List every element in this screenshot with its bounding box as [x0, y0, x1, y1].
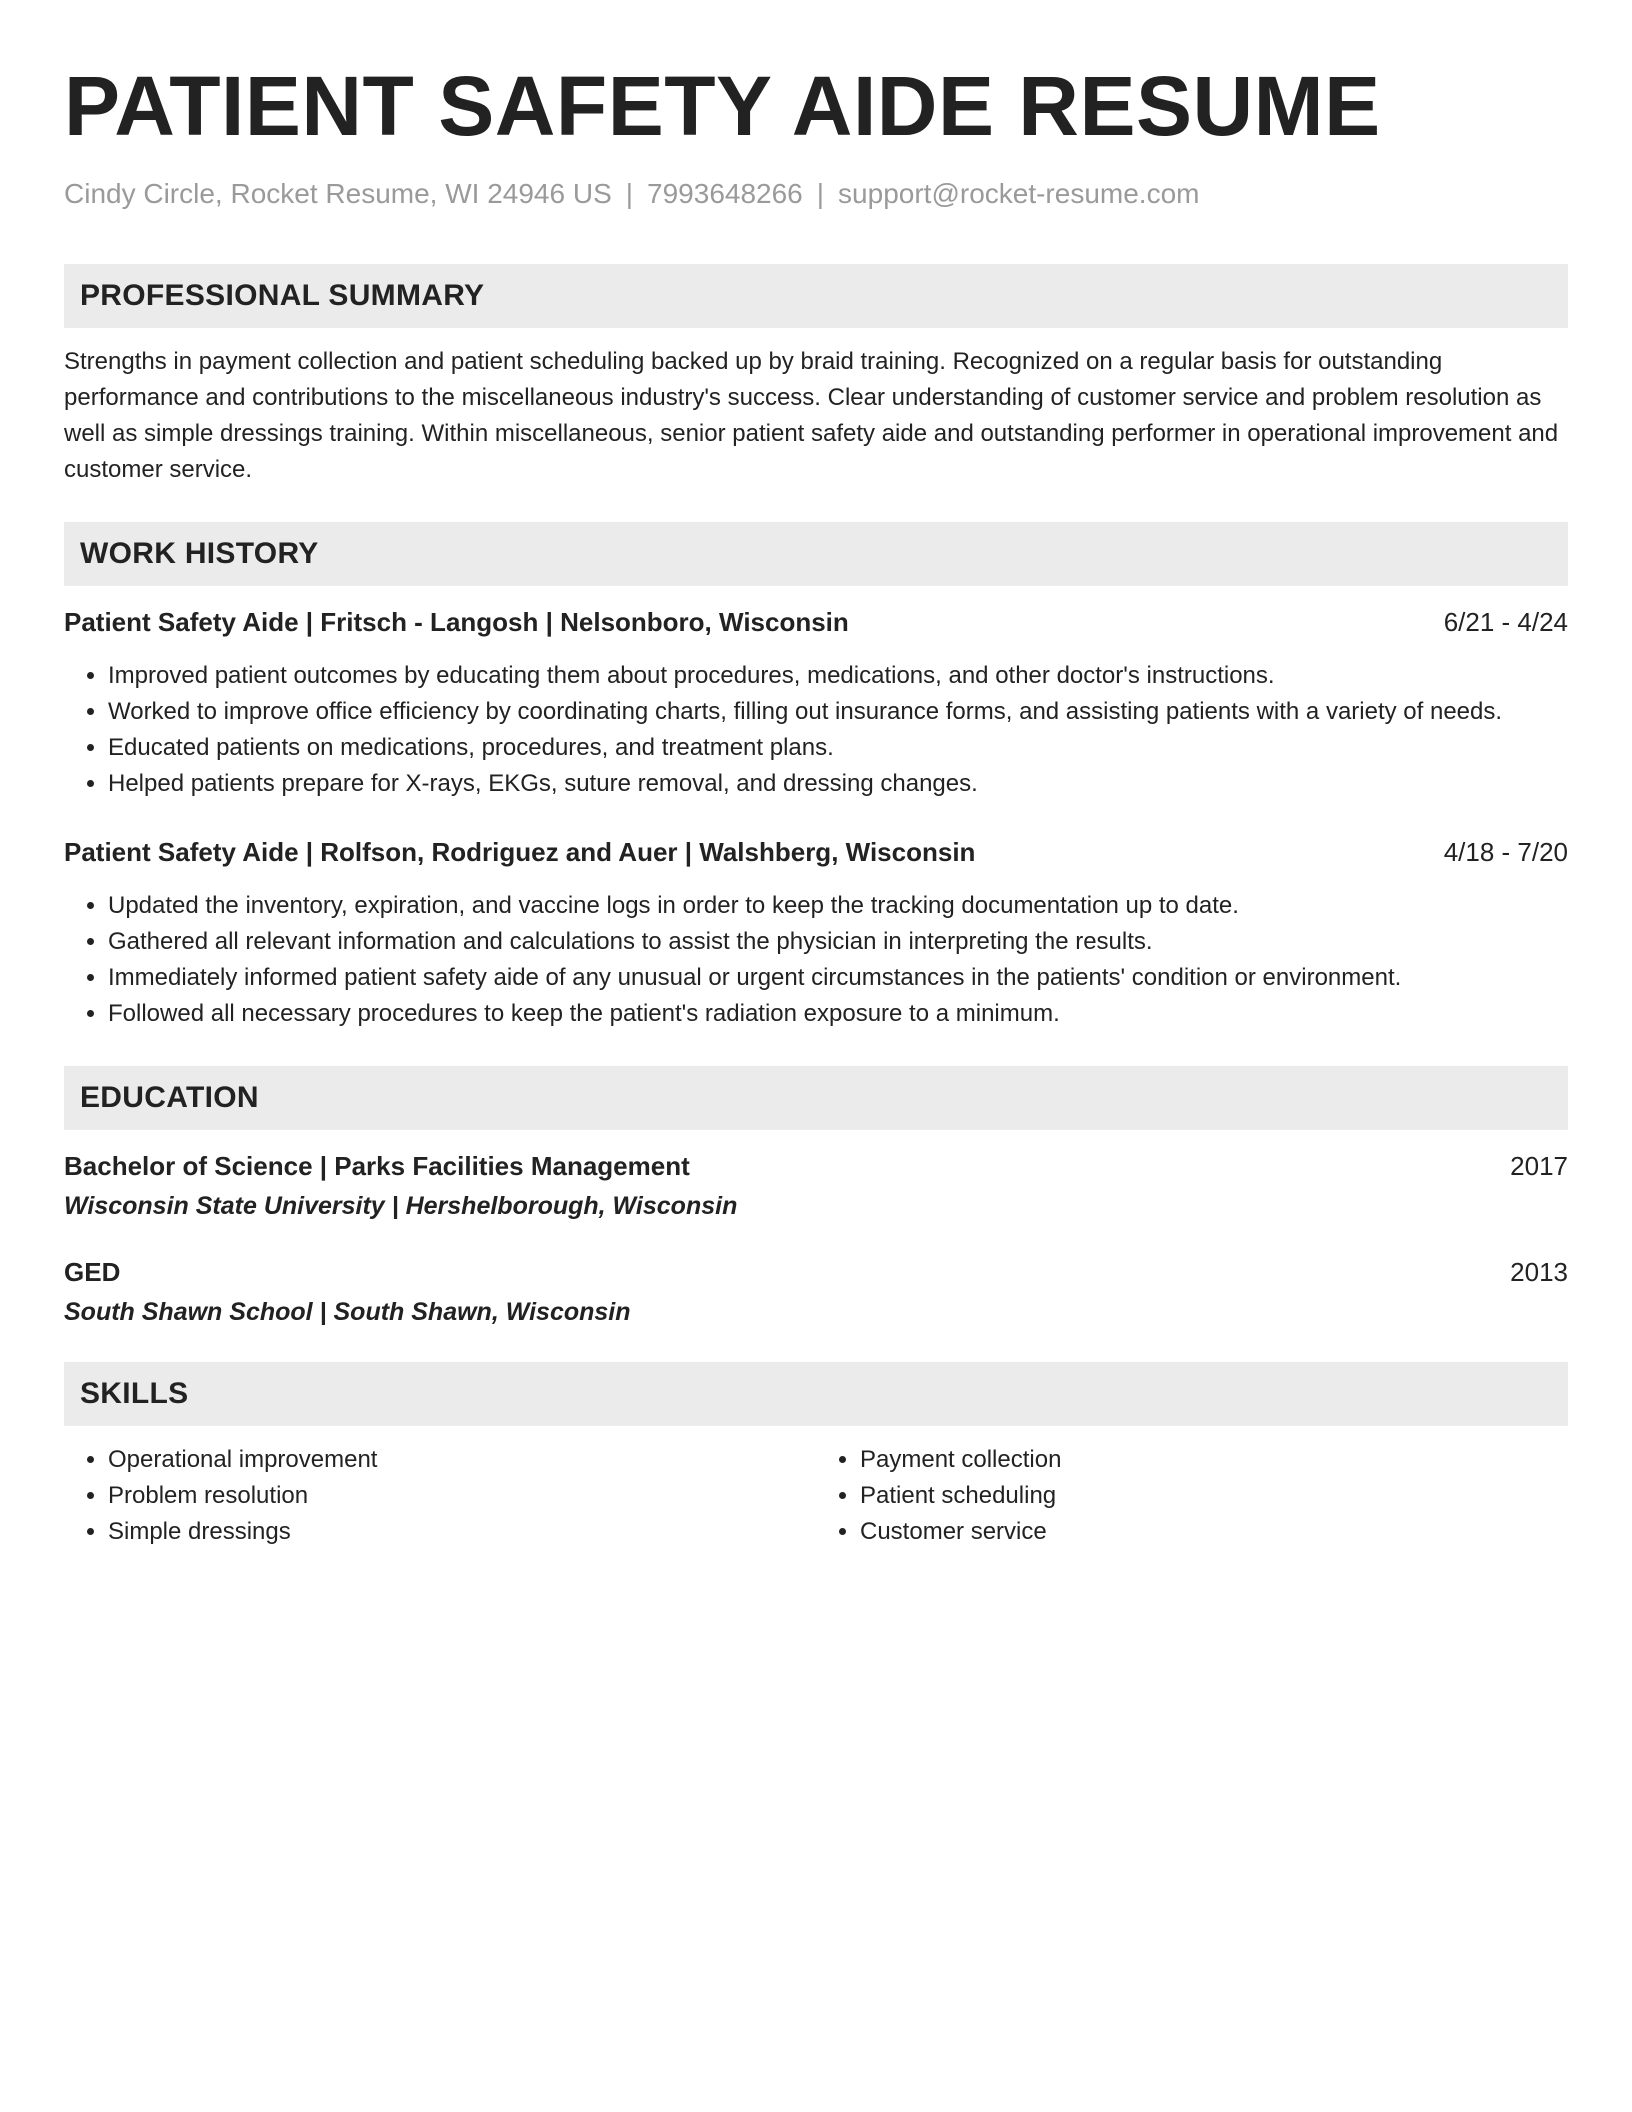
job-header: [64, 836, 1568, 868]
contact-separator: |: [816, 178, 825, 209]
job-bullet: • Educated patients on medications, procedures, and treatment plans.: [108, 730, 1568, 766]
section-header-skills: SKILLS: [64, 1362, 1568, 1426]
job-entry: [64, 836, 1568, 1032]
section-header-work-history: WORK HISTORY: [64, 522, 1568, 586]
job-dates: 6/21 - 4/24: [1443, 607, 1568, 637]
skill-item: • Payment collection: [860, 1442, 1568, 1478]
job-title: Patient Safety Aide | Fritsch - Langosh | Nelsonboro, Wisconsin: [64, 607, 849, 637]
job-bullet: • Updated the inventory, expiration, and vaccine logs in order to keep the tracking documentation up to date.: [108, 888, 1568, 924]
skill-item: • Customer service: [860, 1514, 1568, 1550]
contact-email: support@rocket-resume.com: [838, 178, 1200, 209]
job-header: [64, 606, 1568, 638]
education-degree: GED: [64, 1257, 121, 1287]
resume-title: PATIENT SAFETY AIDE RESUME: [64, 59, 1381, 153]
skill-item: • Simple dressings: [108, 1514, 816, 1550]
contact-separator: |: [625, 178, 634, 209]
education-header: [64, 1256, 1568, 1288]
summary-paragraph: Strengths in payment collection and patient scheduling backed up by braid training. Recognized on a regular basis for outstanding performance and contributions to the miscellaneous industry's success. Clear understanding of customer service and problem resolution as well as simple dressings training. Within miscellaneous, senior patient safety aide and outstanding performer in operational improvement and customer service.: [64, 348, 1559, 483]
contact-line: [64, 176, 1568, 212]
job-bullet: • Helped patients prepare for X-rays, EKGs, suture removal, and dressing changes.: [108, 766, 1568, 802]
section-header-education: EDUCATION: [64, 1066, 1568, 1130]
skills-list: [64, 1442, 1568, 1550]
education-school: Wisconsin State University | Hershelborough, Wisconsin: [64, 1192, 738, 1220]
section-header-professional-summary: PROFESSIONAL SUMMARY: [64, 264, 1568, 328]
education-header: [64, 1150, 1568, 1182]
education-entry: [64, 1256, 1568, 1328]
contact-phone: 7993648266: [647, 178, 803, 209]
job-title: Patient Safety Aide | Rolfson, Rodriguez and Auer | Walshberg, Wisconsin: [64, 837, 976, 867]
skill-item: • Problem resolution: [108, 1478, 816, 1514]
education-year: 2017: [1510, 1151, 1568, 1181]
job-bullet: • Improved patient outcomes by educating them about procedures, medications, and other doctor's instructions.: [108, 658, 1568, 694]
job-entry: [64, 606, 1568, 802]
job-bullet: • Followed all necessary procedures to keep the patient's radiation exposure to a minimum.: [108, 996, 1568, 1032]
education-degree: Bachelor of Science | Parks Facilities Management: [64, 1151, 690, 1181]
job-dates: 4/18 - 7/20: [1443, 837, 1568, 867]
job-bullet: • Immediately informed patient safety aide of any unusual or urgent circumstances in the patients' condition or environment.: [108, 960, 1568, 996]
skill-item: • Patient scheduling: [860, 1478, 1568, 1514]
job-bullets: [64, 888, 1568, 1032]
job-bullets: [64, 658, 1568, 802]
contact-address: Cindy Circle, Rocket Resume, WI 24946 US: [64, 178, 612, 209]
skills-column-left: [64, 1442, 816, 1550]
skills-column-right: [816, 1442, 1568, 1550]
education-school: South Shawn School | South Shawn, Wisconsin: [64, 1298, 631, 1326]
education-year: 2013: [1510, 1257, 1568, 1287]
education-entry: [64, 1150, 1568, 1222]
job-bullet: • Worked to improve office efficiency by coordinating charts, filling out insurance forms, and assisting patients with a variety of needs.: [108, 694, 1568, 730]
job-bullet: • Gathered all relevant information and calculations to assist the physician in interpreting the results.: [108, 924, 1568, 960]
skill-item: • Operational improvement: [108, 1442, 816, 1478]
